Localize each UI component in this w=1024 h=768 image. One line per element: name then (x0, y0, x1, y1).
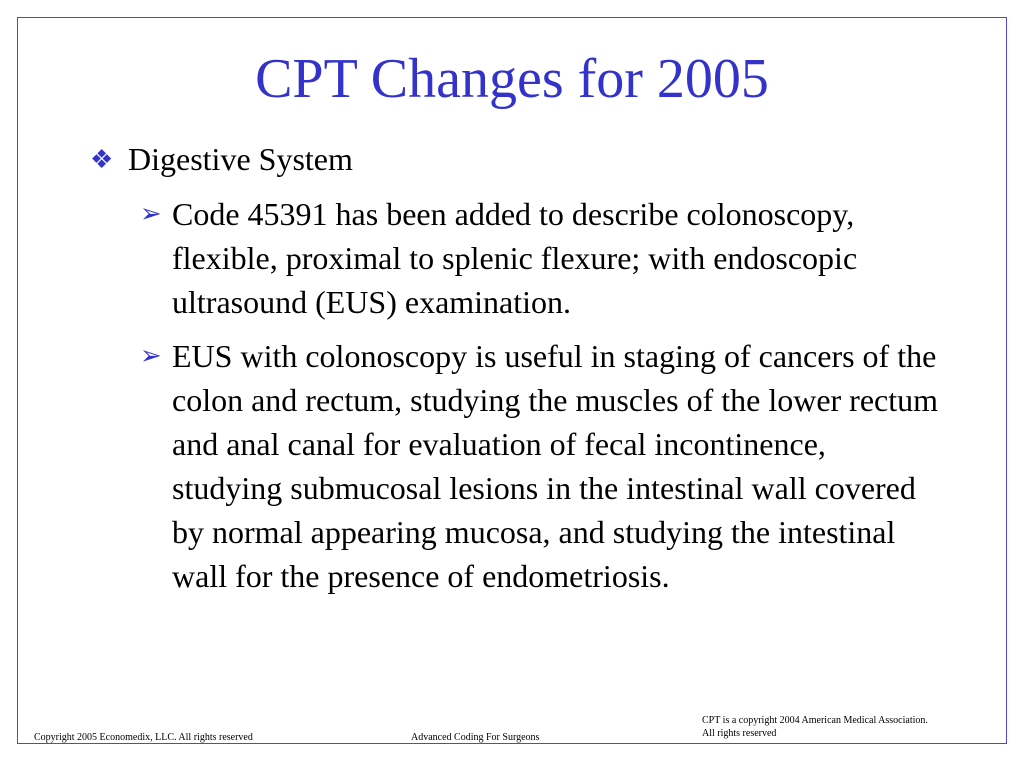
footer-cpt-line-2: All rights reserved (702, 728, 777, 739)
bullet-text: Digestive System (128, 141, 353, 177)
footer-course-title: Advanced Coding For Surgeons (411, 732, 540, 743)
footer-cpt-notice (702, 714, 928, 740)
sub-bullet-code-45391 (140, 192, 940, 324)
footer-copyright: Copyright 2005 Economedix, LLC. All rights reserved (34, 732, 253, 743)
arrow-bullet-icon: ➢ (140, 341, 162, 370)
footer-cpt-line-1: CPT is a copyright 2004 American Medical Association. (702, 715, 928, 726)
bullet-digestive-system (90, 137, 353, 182)
sub-bullet-eus-colonoscopy (140, 334, 940, 598)
sub-bullet-text: Code 45391 has been added to describe colonoscopy, flexible, proximal to splenic flexure; with endoscopic ultrasound (EUS) examination. (172, 196, 858, 320)
slide-title: CPT Changes for 2005 (255, 48, 769, 110)
sub-bullet-text: EUS with colonoscopy is useful in staging of cancers of the colon and rectum, studying the muscles of the lower rectum and anal canal for evaluation of fecal incontinence, studying submucosal lesions in the intestinal wall covered by normal appearing mucosa, and studying the intestinal wall for the presence of endometriosis. (172, 338, 939, 594)
diamond-bullet-icon: ❖ (90, 145, 114, 174)
arrow-bullet-icon: ➢ (140, 199, 162, 228)
